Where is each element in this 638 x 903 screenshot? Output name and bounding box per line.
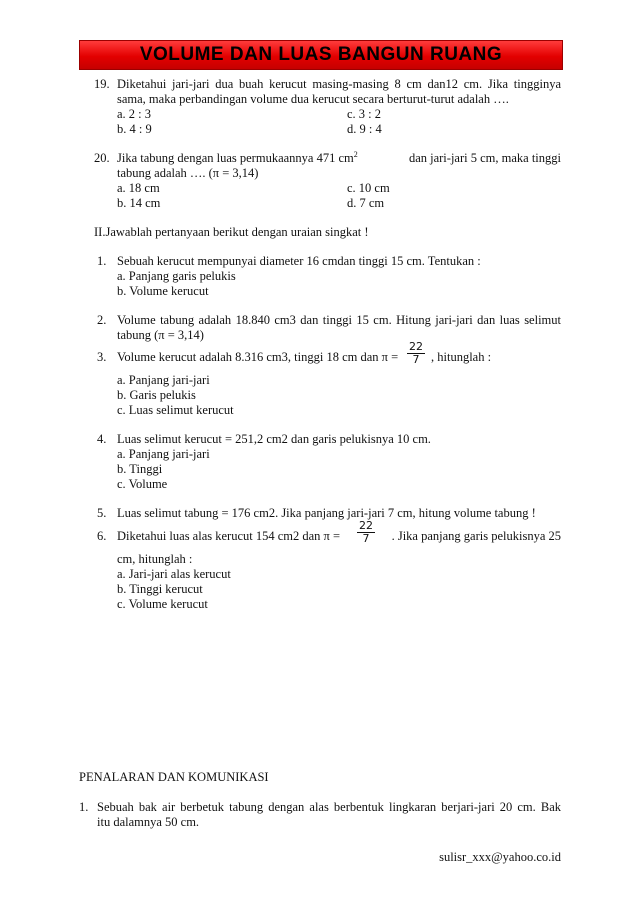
essay4-number: 4. (97, 432, 107, 446)
reasoning1-number: 1. (79, 800, 89, 814)
section2-heading: II.Jawablah pertanyaan berikut dengan uraian singkat ! (94, 225, 369, 239)
essay6-text-pre: Diketahui luas alas kerucut 154 cm2 dan π = (117, 529, 341, 543)
essay5-number: 5. (97, 506, 107, 520)
q20-option-d: d. 7 cm (347, 196, 385, 210)
essay2-line2: tabung (π = 3,14) (117, 328, 204, 342)
essay6-item-c: c. Volume kerucut (117, 597, 208, 611)
essay3-text-post: , hitunglah : (431, 350, 492, 364)
essay1-item-a: a. Panjang garis pelukis (117, 269, 236, 283)
page-banner-title: VOLUME DAN LUAS BANGUN RUANG (79, 40, 563, 70)
q19-option-d: d. 9 : 4 (347, 122, 382, 136)
essay3-item-b: b. Garis pelukis (117, 388, 196, 402)
essay3-number: 3. (97, 350, 107, 364)
essay1-text: Sebuah kerucut mempunyai diameter 16 cmdan tinggi 15 cm. Tentukan : (117, 254, 481, 268)
essay6-fraction-numerator: 22 (359, 519, 373, 532)
essay6-fraction-denominator: 7 (362, 532, 370, 545)
essay6-fraction (357, 520, 375, 545)
reasoning1-line1: Sebuah bak air berbetuk tabung dengan alas berbentuk lingkaran berjari-jari 20 cm. Bak (97, 800, 561, 814)
essay6-number: 6. (97, 529, 107, 543)
q19-number: 19. (94, 77, 110, 91)
q19-line1: Diketahui jari-jari dua buah kerucut masing-masing 8 cm dan12 cm. Jika tingginya (117, 77, 561, 91)
essay6-item-b: b. Tinggi kerucut (117, 582, 203, 596)
q20-option-c: c. 10 cm (347, 181, 390, 195)
essay6-line1 (117, 529, 561, 544)
essay6-line2: cm, hitunglah : (117, 552, 193, 566)
q19-option-b: b. 4 : 9 (117, 122, 152, 136)
essay4-item-b: b. Tinggi (117, 462, 163, 476)
q20-line1-pre: Jika tabung dengan luas permukaannya 471 cm (117, 151, 354, 165)
essay3-fraction-denominator: 7 (412, 353, 420, 366)
q20-number: 20. (94, 151, 110, 165)
essay3-text-pre: Volume kerucut adalah 8.316 cm3, tinggi 18 cm dan π = (117, 350, 399, 364)
essay4-text: Luas selimut kerucut = 251,2 cm2 dan garis pelukisnya 10 cm. (117, 432, 431, 446)
essay3-fraction (407, 341, 425, 366)
q19-option-c: c. 3 : 2 (347, 107, 382, 121)
essay6-item-a: a. Jari-jari alas kerucut (117, 567, 231, 581)
essay3-fraction-numerator: 22 (409, 340, 423, 353)
essay5-text: Luas selimut tabung = 176 cm2. Jika panjang jari-jari 7 cm, hitung volume tabung ! (117, 506, 536, 520)
q20-line1 (117, 151, 561, 166)
essay2-number: 2. (97, 313, 107, 327)
essay1-number: 1. (97, 254, 107, 268)
q20-option-a: a. 18 cm (117, 181, 160, 195)
q20-option-b: b. 14 cm (117, 196, 161, 210)
essay2-line1: Volume tabung adalah 18.840 cm3 dan tinggi 15 cm. Hitung jari-jari dan luas selimut (117, 313, 561, 327)
essay3-item-c: c. Luas selimut kerucut (117, 403, 234, 417)
footer-email: sulisr_xxx@yahoo.co.id (439, 850, 561, 864)
q20-line1-sup: 2 (353, 149, 358, 159)
essay6-text-post: . Jika panjang garis pelukisnya 25 (391, 529, 561, 543)
essay3-item-a: a. Panjang jari-jari (117, 373, 210, 387)
q19-line2: sama, maka perbandingan volume dua kerucut secara berturut-turut adalah …. (117, 92, 509, 106)
essay1-item-b: b. Volume kerucut (117, 284, 209, 298)
essay4-item-c: c. Volume (117, 477, 168, 491)
section3-heading: PENALARAN DAN KOMUNIKASI (79, 770, 269, 784)
reasoning1-line2: itu dalamnya 50 cm. (97, 815, 200, 829)
q20-line2: tabung adalah …. (π = 3,14) (117, 166, 259, 180)
essay4-item-a: a. Panjang jari-jari (117, 447, 210, 461)
q19-option-a: a. 2 : 3 (117, 107, 152, 121)
q20-line1-post: dan jari-jari 5 cm, maka tinggi (408, 151, 561, 165)
